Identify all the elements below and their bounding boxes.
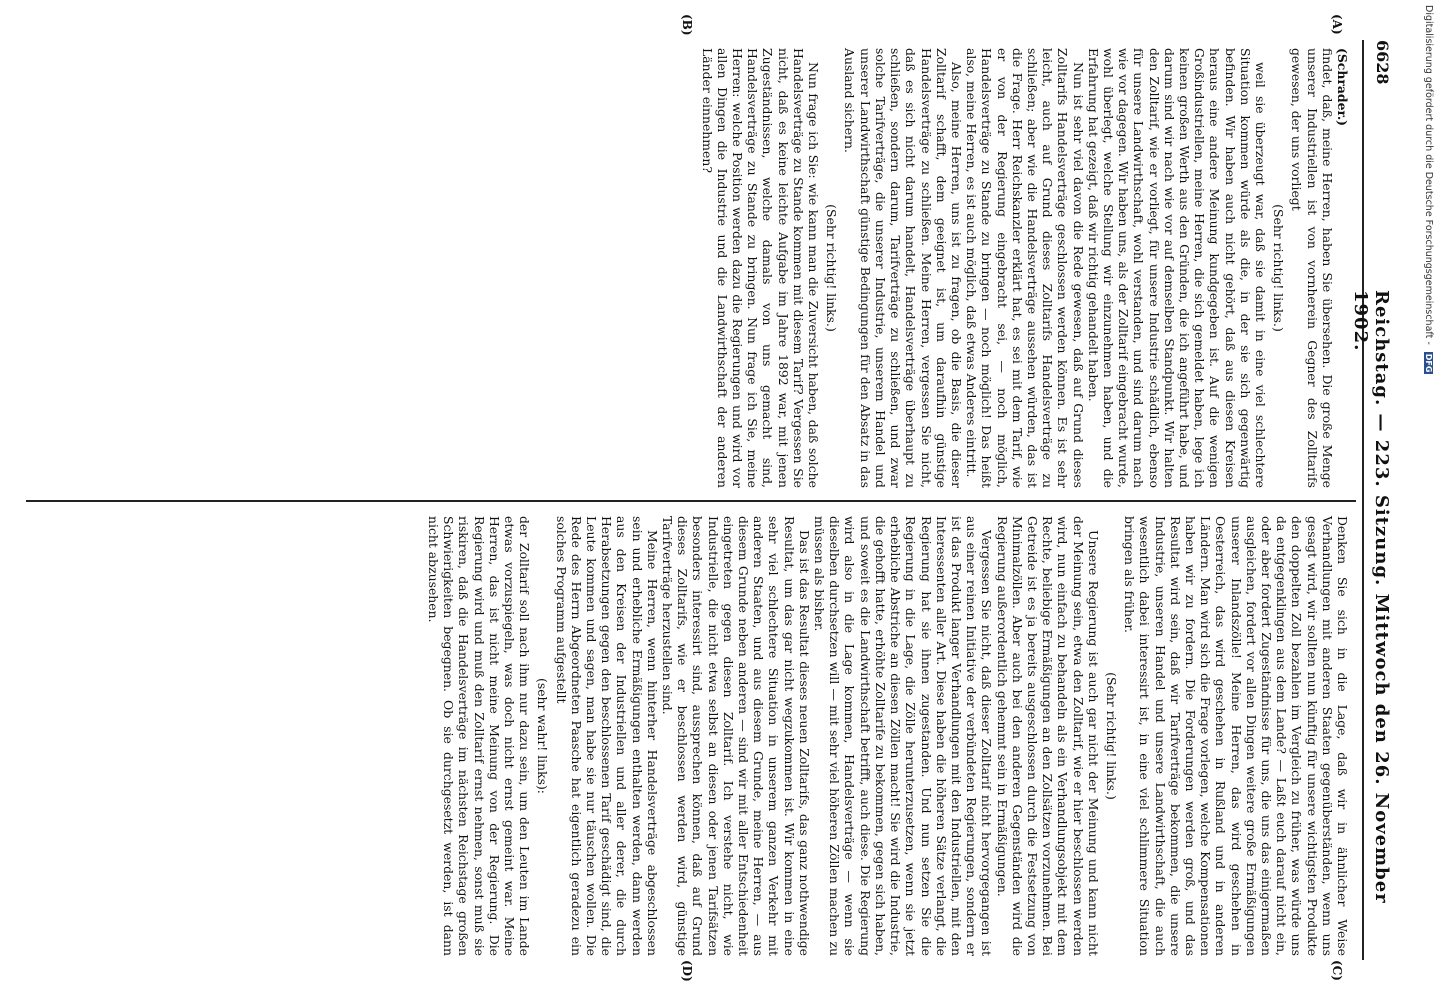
interjection: (Sehr richtig! links.) [1271,204,1287,332]
paragraph: Nun frage ich Sie: wie kann man die Zuversicht haben, daß solche Handelsverträge zu Stande kommen mit diesem Tarif? Vergessen Sie nicht, daß es keine leichte Aufgabe im Jahre 1892 war, mit jenen Zugeständnissen, welche damals von uns gemacht sind, Handelsverträge zu Stande zu bringen. Nun frage ich Sie, meine Herren: welche Position werden dazu die Regierungen und wird vor allen Dingen die Industrie und die Landwirthschaft der anderen Länder einnehmen? [699,48,822,488]
column-divider [26,500,1356,502]
paragraph: Vergessen Sie nicht, daß dieser Zolltarif nicht hervorgegangen ist aus einer reinen Initiative der verbündeten Regierungen, sondern er ist das Produkt langer Verhandlungen mit den Industriellen, mit den Interessenten aller Art. Diese haben die höheren Sätze verlangt, die Regierung hat sie ihnen zugestanden. Und nun setzen Sie die Regierung in die Lage, die Zölle herunterzusetzen, wenn sie jetzt erhebliche Abstriche an diesen Zöllen macht! Sie wird die Industrie, die gehofft hatte, erhöhte Zolltarife zu bekommen, gegen sich haben, und soweit es die Landwirthschaft betrifft, auch diese. Die Regierung wird also in die Lage kommen, Handelsverträge — wenn sie dieselben durchsetzen will — mit sehr viel höheren Zöllen machen zu müssen als bisher. [812,516,995,956]
interjection: (sehr wahr! links): [535,678,551,794]
margin-letter-d: (D) [680,960,694,982]
paragraph: Das ist das Resultat dieses neuen Zolltarifs, das ganz nothwendige Resultat, um das gar nicht wegzukommen ist. Wir kommen in eine sehr viel schlechtere Situation in unserem ganzen Verkehr mit anderen Staaten, und aus diesem Grunde, meine Herren, — aus diesem Grunde neben anderen — sind wir mit aller Entschiedenheit eingetreten gegen diesen Zolltarif. Ich verstehe nicht, wie Industrielle, die nicht etwa selbst an diesen oder jenen Tarifsätzen besonders interessirt sind, aussprechen können, daß auf Grund dieses Zolltarifs, wie er beschlossen werden wird, günstige Tarifverträge herzustellen sind. [660,516,812,956]
running-title: Reichstag. — 223. Sitzung. Mittwoch den 26. November 1902. [1350,290,1392,904]
page-number: 6628 [1373,40,1392,85]
left-column [699,48,1350,488]
margin-letter-c: (C) [1330,960,1344,981]
digitization-note: Digitalisierung gefördert durch die Deutsche Forschungsgemeinschaft - [1423,5,1434,345]
paragraph: Nun ist sehr viel davon die Rede gewesen, daß auf Grund dieses Zolltarifs Handelsverträge geschlossen werden können. Es ist sehr leicht, auch auf Grund dieses Zolltarifs Handelsverträge zu schließen; aber wie die Handelsverträge aussehen würden, das ist die Frage. Herr Reichskanzler erklärt hat, es sei mit dem Tarif, wie er von der Regierung eingebracht sei, — noch möglich, Handelsverträge zu Stande zu bringen — noch möglich! Das heißt also, meine Herren, es ist auch möglich, daß etwas Anderes eintritt. [964,48,1086,488]
paragraph: Meine Herren, wenn hinterher Handelsverträge abgeschlossen sein und erhebliche Ermäßigungen enthalten werden, dann werden aus den Kreisen der Industriellen und aller derer, die durch Herabsetzungen gegen den beschlossenen Tarif geschädigt sind, die Leute kommen und sagen, man habe sie nur täuschen wollen. Die Rede des Herrn Abgeordneten Paasche hat eigentlich geradezu ein solches Programm aufgestellt [553,516,660,956]
interjection: (Sehr richtig! links.) [824,204,840,332]
paragraph: findet, daß, meine Herren, haben Sie übersehen. Die große Menge unserer Industriellen ist von vornherein Gegner des Zolltarifs gewesen, der uns vorliegt [1289,48,1335,488]
margin-letter-a: (A) [1330,14,1344,35]
paragraph: weil sie überzeugt war, daß sie damit in eine viel schlechtere Situation kommen würde als die, in der sie sich gegenwärtig befinden. Wir haben auch nicht gehört, daß aus diesen Kreisen heraus eine andere Meinung kundgegeben ist. Auf die wenigen Großindustriellen, meine Herren, die sich gemeldet haben, lege ich keinen großen Werth aus den Gründen, die ich angeführt habe, und darum sind wir nach wie vor auf demselben Standpunkt. Wir halten den Zolltarif, wie er vorliegt, für unsere Industrie schädlich, ebenso für unsere Landwirthschaft, wohl verstanden, und sind darum nach wie vor dagegen. Wir haben uns, als der Zolltarif eingebracht wurde, wohl überlegt, welche Stellung wir einzunehmen haben, und die Erfahrung hat gezeigt, daß wir richtig gehandelt haben. [1085,48,1268,488]
digitization-footer [1421,5,1434,995]
paragraph: Unsere Regierung ist auch gar nicht der Meinung und kann nicht der Meinung sein, etwa den Zolltarif, wie er hier beschlossen werden wird, nun einfach zu behandeln als ein Verhandlungsobjekt mit dem Rechte, beliebige Ermäßigungen an den Zollsätzen vorzunehmen. Bei Getreide ist es ja bereits ausgeschlossen durch die Festsetzung von Minimalzöllen. Aber auch bei den anderen Gegenständen wird die Regierung außerordentlich gehemmt sein in Ermäßigungen. [994,516,1101,956]
margin-letter-b: (B) [680,14,694,36]
paragraph: Denken Sie sich in die Lage, daß wir in ähnlicher Weise Verhandlungen mit anderen Staaten gegenüberständen, wenn uns gesagt wird, wir sollten nun künftig für unsere wichtigsten Produkte den doppelten Zoll bezahlen im Vergleich zu früher, was würde uns da entgegenklingen aus dem Lande? — Laßt euch darauf nicht ein, oder aber fordert Zugeständnisse für uns, die uns das einigermaßen ausgleichen, fordert vor allen Dingen weitere große Ermäßigungen unserer Inlandszölle! Meine Herren, das wird geschehen in Oesterreich, das wird geschehen in Rußland und in anderen Ländern. Man wird sich die Frage vorlegen, welche Kompensationen haben wir zu fordern. Die Forderungen werden groß, und das Resultat wird sein, daß wir Tarifverträge bekommen, die unsere Industrie, unseren Handel und unsere Landwirthschaft, die auch wesentlich dabei interessirt ist, in eine viel schlimmere Situation bringen als früher. [1122,516,1350,956]
dfg-logo: DFG [1424,353,1433,373]
right-column [426,516,1350,956]
page-header [1350,40,1394,960]
paragraph: der Zolltarif soll nach ihm nur dazu sein, um den Leuten im Lande etwas vorzuspiegeln, was doch nicht ernst gemeint war. Meine Herren, das ist nicht meine Meinung von der Regierung. Die Regierung wird und muß den Zolltarif ernst nehmen, sonst muß sie riskiren, daß die Handelsverträge im nächsten Reichstage großen Schwierigkeiten begegnen. Ob sie durchgesetzt werden, ist dann nicht abzusehen. [426,516,533,956]
paragraph: Also, meine Herren, uns ist zu fragen, ob die Basis, die dieser Zolltarif schafft, dem geeignet ist, um daraufhin günstige Handelsverträge zu schließen. Meine Herren, vergessen Sie nicht, daß es sich nicht darum handelt, Handelsverträge überhaupt zu schließen, sondern darum, Tarifverträge zu schließen, und zwar solche Tarifverträge, die unserer Industrie, unserem Handel und unserer Landwirthschaft günstige Bedingungen für den Absatz in das Ausland sichern. [842,48,964,488]
interjection: (Sehr richtig! links.) [1103,672,1119,800]
speaker-name: (Schrader.) [1335,48,1350,127]
